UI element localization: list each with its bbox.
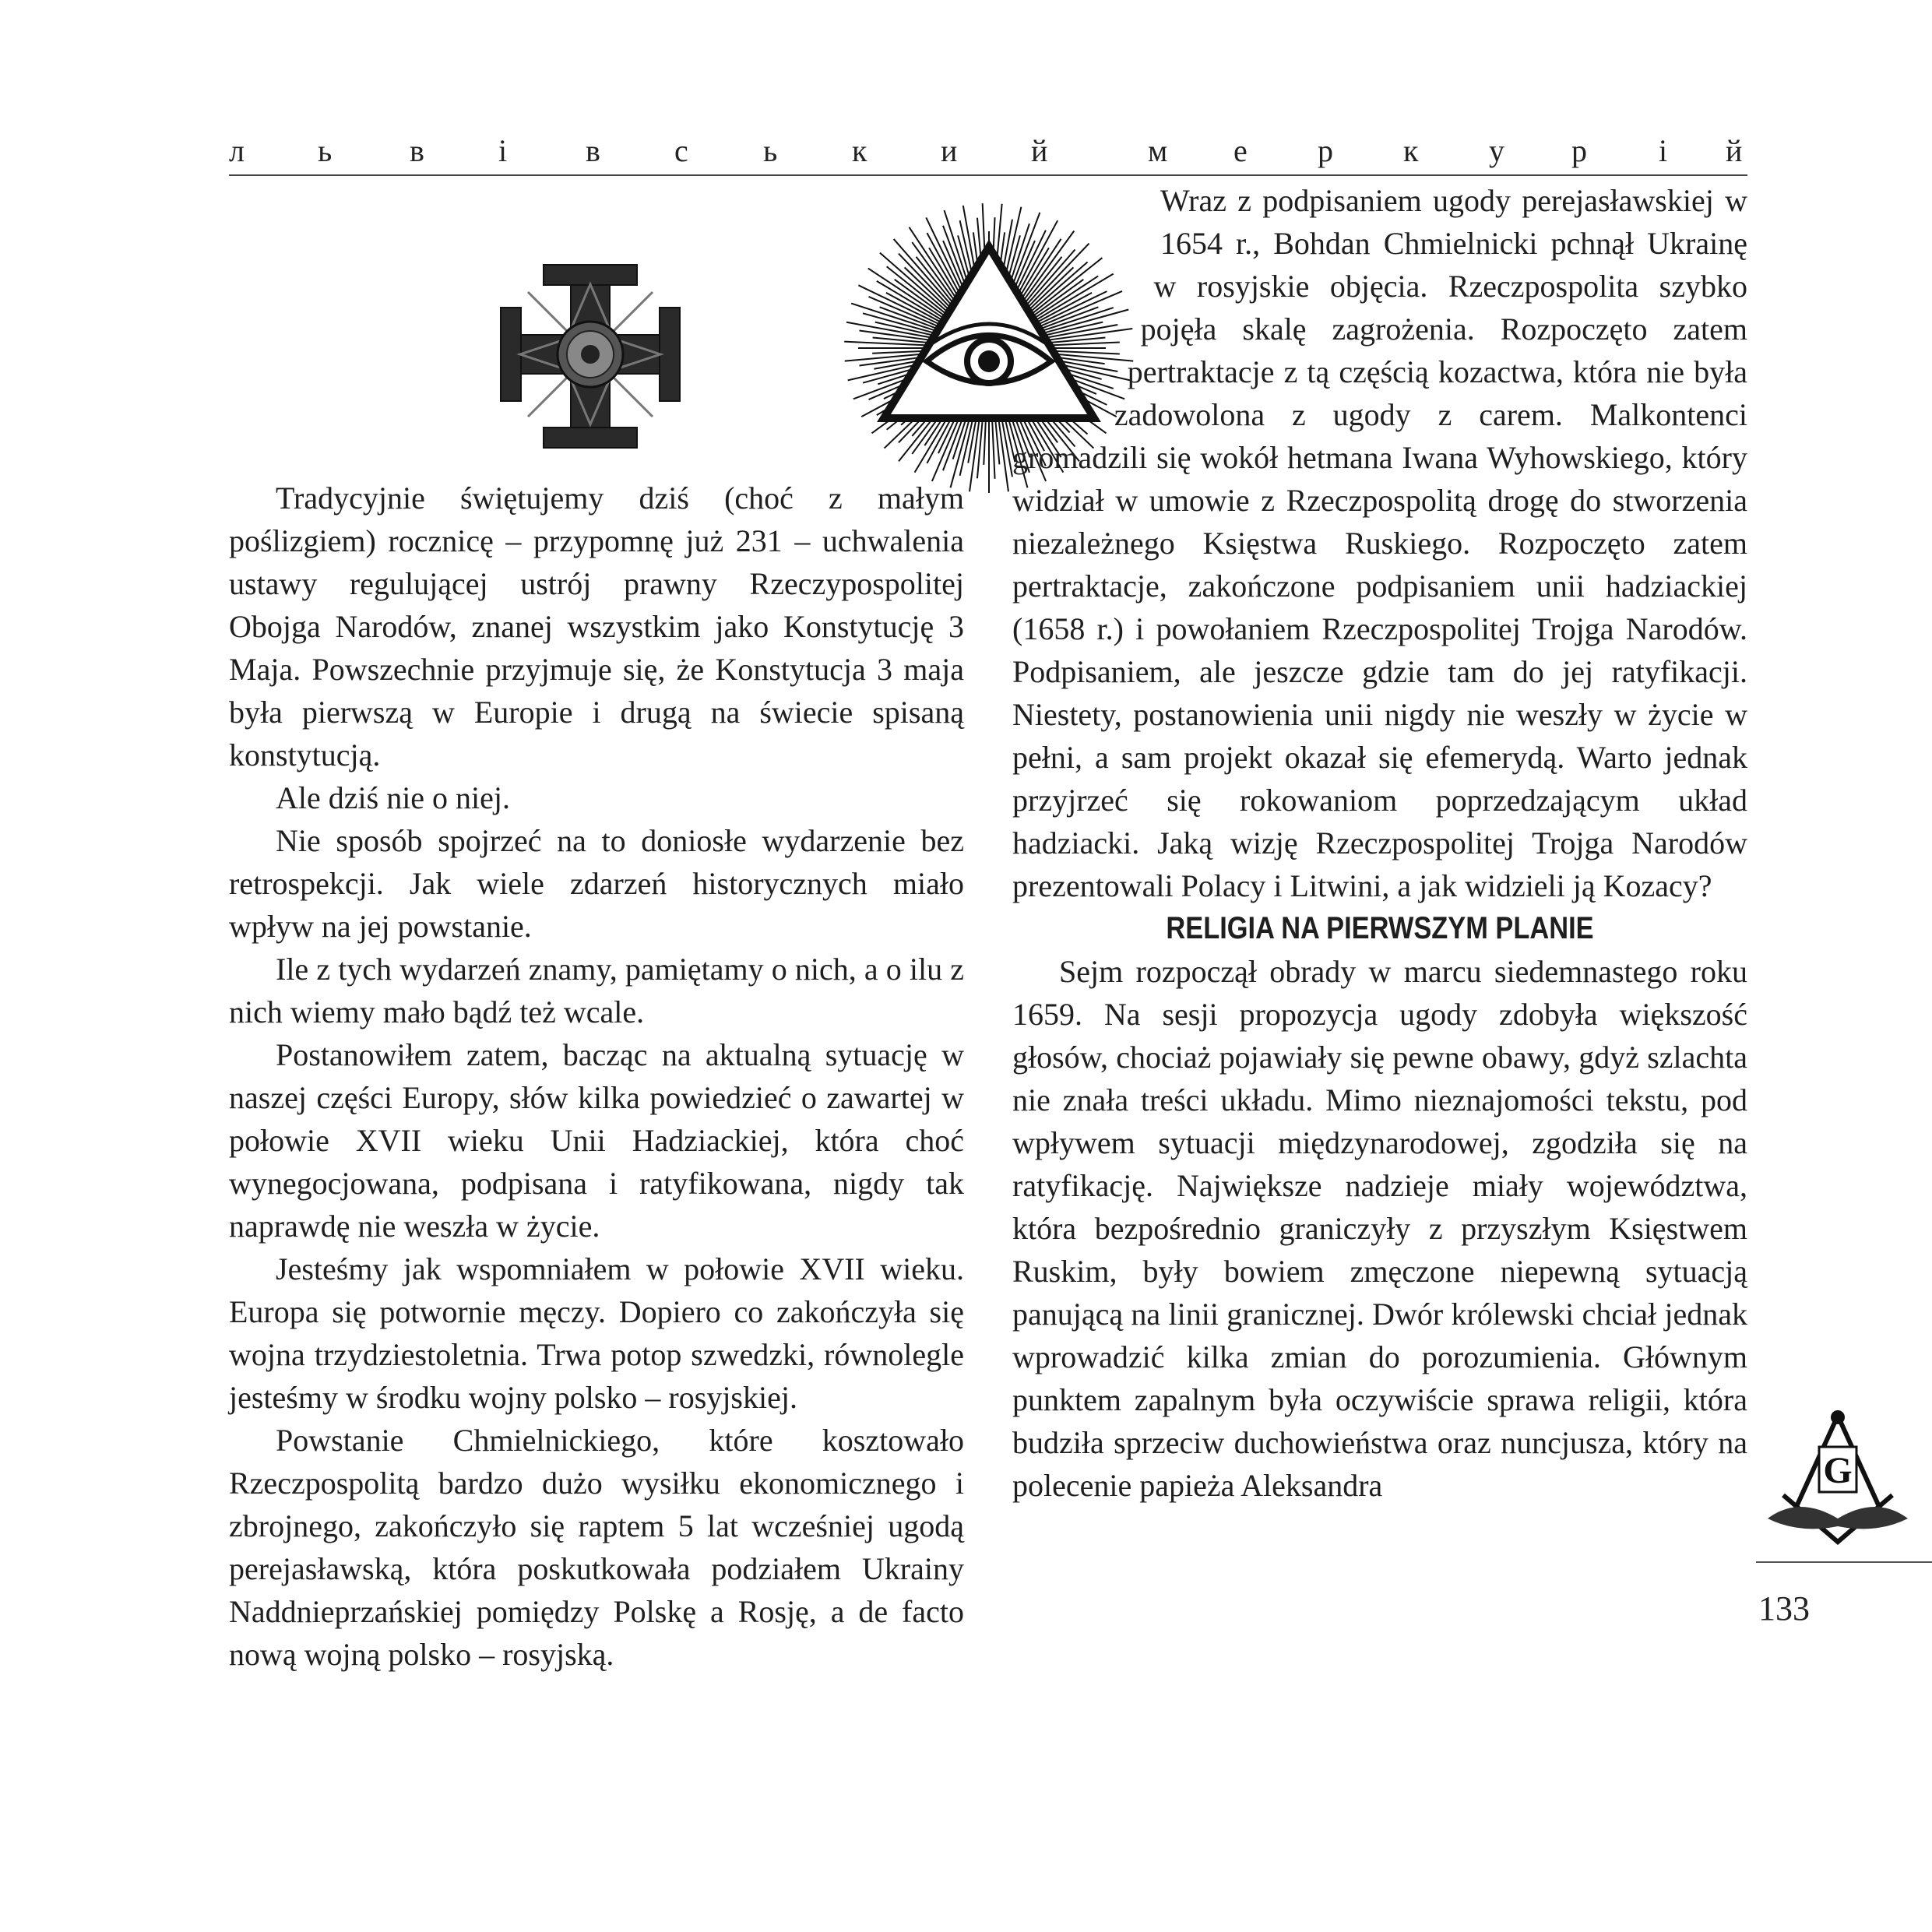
eye-ray xyxy=(851,304,945,334)
paragraph: Ile z tych wydarzeń znamy, pamiętamy o nich, a o ilu z nich wiemy mało bądź też wcale. xyxy=(229,952,964,1029)
left-column xyxy=(229,477,964,1676)
masonic-cross-illustration xyxy=(497,261,684,452)
header-letter: с xyxy=(674,133,688,168)
right-column xyxy=(1012,179,1747,1507)
header-letter: и xyxy=(941,133,958,168)
emblem-letter: G xyxy=(1823,1450,1853,1491)
header-letter: в xyxy=(410,133,424,168)
page-number-rule xyxy=(1756,1561,1932,1563)
compass-square-emblem xyxy=(1752,1402,1923,1557)
compass-square-icon xyxy=(1752,1402,1923,1557)
header-letter: ь xyxy=(318,133,333,168)
paragraph: Ale dziś nie o niej. xyxy=(276,780,511,815)
header-letter: і xyxy=(1659,133,1668,168)
header-letter: й xyxy=(1726,133,1743,168)
paragraph: Sejm rozpoczął obrady w marcu siedemnastego roku 1659. Na sesji propozycja ugody zdobyła większość głosów, chociaż pojawiały się pewne obawy, gdyż szlachta nie znała treści układu. Mimo nieznajomości tekstu, pod wpływem sytuacji międzynarodowej, zgodziła się na ratyfikację. Największe nadzieje miały województwa, która bezpośrednio graniczyły z przyszłym Księstwem Ruskim, były bowiem zmęczone niepewną sytuacją panującą na linii granicznej. Dwór królewski chciał jednak wprowadzić kilka zmian do porozumienia. Głównym punktem zapalnym była oczywiście sprawa religii, która budziła sprzeciw duchowieństwa oraz nuncjusza, który na polecenie papieża Aleksandra xyxy=(1012,954,1747,1503)
section-heading: RELIGIA NA PIERWSZYM PLANIE xyxy=(1166,911,1594,945)
header-letter: е xyxy=(1233,133,1248,168)
header-letter: к xyxy=(852,133,867,168)
header-letter: р xyxy=(1318,133,1333,168)
header-letter: р xyxy=(1571,133,1587,168)
running-header xyxy=(229,131,1747,176)
header-letter: л xyxy=(229,133,245,168)
paragraph: Powstanie Chmielnickiego, które kosztowało Rzeczpospolitą bardzo dużo wysiłku ekonomicznego i zbrojnego, zakończyło się raptem 5 lat wcześniej ugodą perejasławską, która poskutkowała podziałem Ukrainy Naddnieprzańskiej pomiędzy Polskę a Rosję, a de facto nową wojną polsko – rosyjską. xyxy=(229,1423,964,1672)
header-letter: м xyxy=(1148,133,1168,168)
page-number: 133 xyxy=(1758,1589,1810,1628)
header-letter: й xyxy=(1031,133,1048,168)
header-letter: у xyxy=(1489,133,1504,168)
header-letter: ь xyxy=(763,133,778,168)
paragraph: Jesteśmy jak wspomniałem w połowie XVII wieku. Europa się potwornie męczy. Dopiero co zakończyła się wojna trzydziestoletnia. Trwa potop szwedzki, równolegle jesteśmy w środku wojny polsko – rosyjskiej. xyxy=(229,1251,964,1415)
paragraph: Wraz z podpisaniem ugody perejasławskiej w 1654 r., Bohdan Chmielnicki pchnął Ukrainę w rosyjskie objęcia. Rzeczpospolita szybko pojęła skalę zagrożenia. Rozpoczęto zatem pertraktacje z tą częścią kozactwa, która nie była zadowolona z ugody z carem. Malkontenci gromadzili się wokół hetmana Iwana Wyhowskiego, który widział w umowie z Rzeczpospolitą drogę do stworzenia niezależnego Księstwa Ruskiego. Rozpoczęto zatem pertraktacje, zakończone podpisaniem unii hadziackiej (1658 r.) i powołaniem Rzeczpospolitej Trojga Narodów. Podpisaniem, ale jeszcze gdzie tam do jej ratyfikacji. Niestety, postanowienia unii nigdy nie weszły w życie w pełni, a sam projekt okazał się efemerydą. Warto jednak przyjrzeć się rokowaniom poprzedzającym układ hadziacki. Jaką wizję Rzeczpospolitej Trojga Narodów prezentowali Polacy i Litwini, a jak widzieli ją Kozacy? xyxy=(1012,183,1747,903)
paragraph: Tradycyjnie świętujemy dziś (choć z małym poślizgiem) rocznicę – przypomnę już 231 – uchwalenia ustawy regulującej ustrój prawny Rzeczypospolitej Obojga Narodów, znanej wszystkim jako Konstytucję 3 Maja. Powszechnie przyjmuje się, że Konstytucja 3 maja była pierwszą w Europie i drugą na świecie spisaną konstytucją. xyxy=(229,480,964,772)
header-letter: в xyxy=(586,133,600,168)
header-letter: і xyxy=(498,133,508,168)
cross-icon xyxy=(497,261,684,452)
header-letter: к xyxy=(1403,133,1419,168)
paragraph: Nie sposób spojrzeć na to doniosłe wydarzenie bez retrospekcji. Jak wiele zdarzeń historycznych miało wpływ na jej powstanie. xyxy=(229,823,964,944)
paragraph: Postanowiłem zatem, bacząc na aktualną sytuację w naszej części Europy, słów kilka powiedzieć o zawartej w połowie XVII wieku Unii Hadziackiej, która choć wynegocjowana, podpisana i ratyfikowana, nigdy tak naprawdę nie weszła w życie. xyxy=(229,1037,964,1244)
